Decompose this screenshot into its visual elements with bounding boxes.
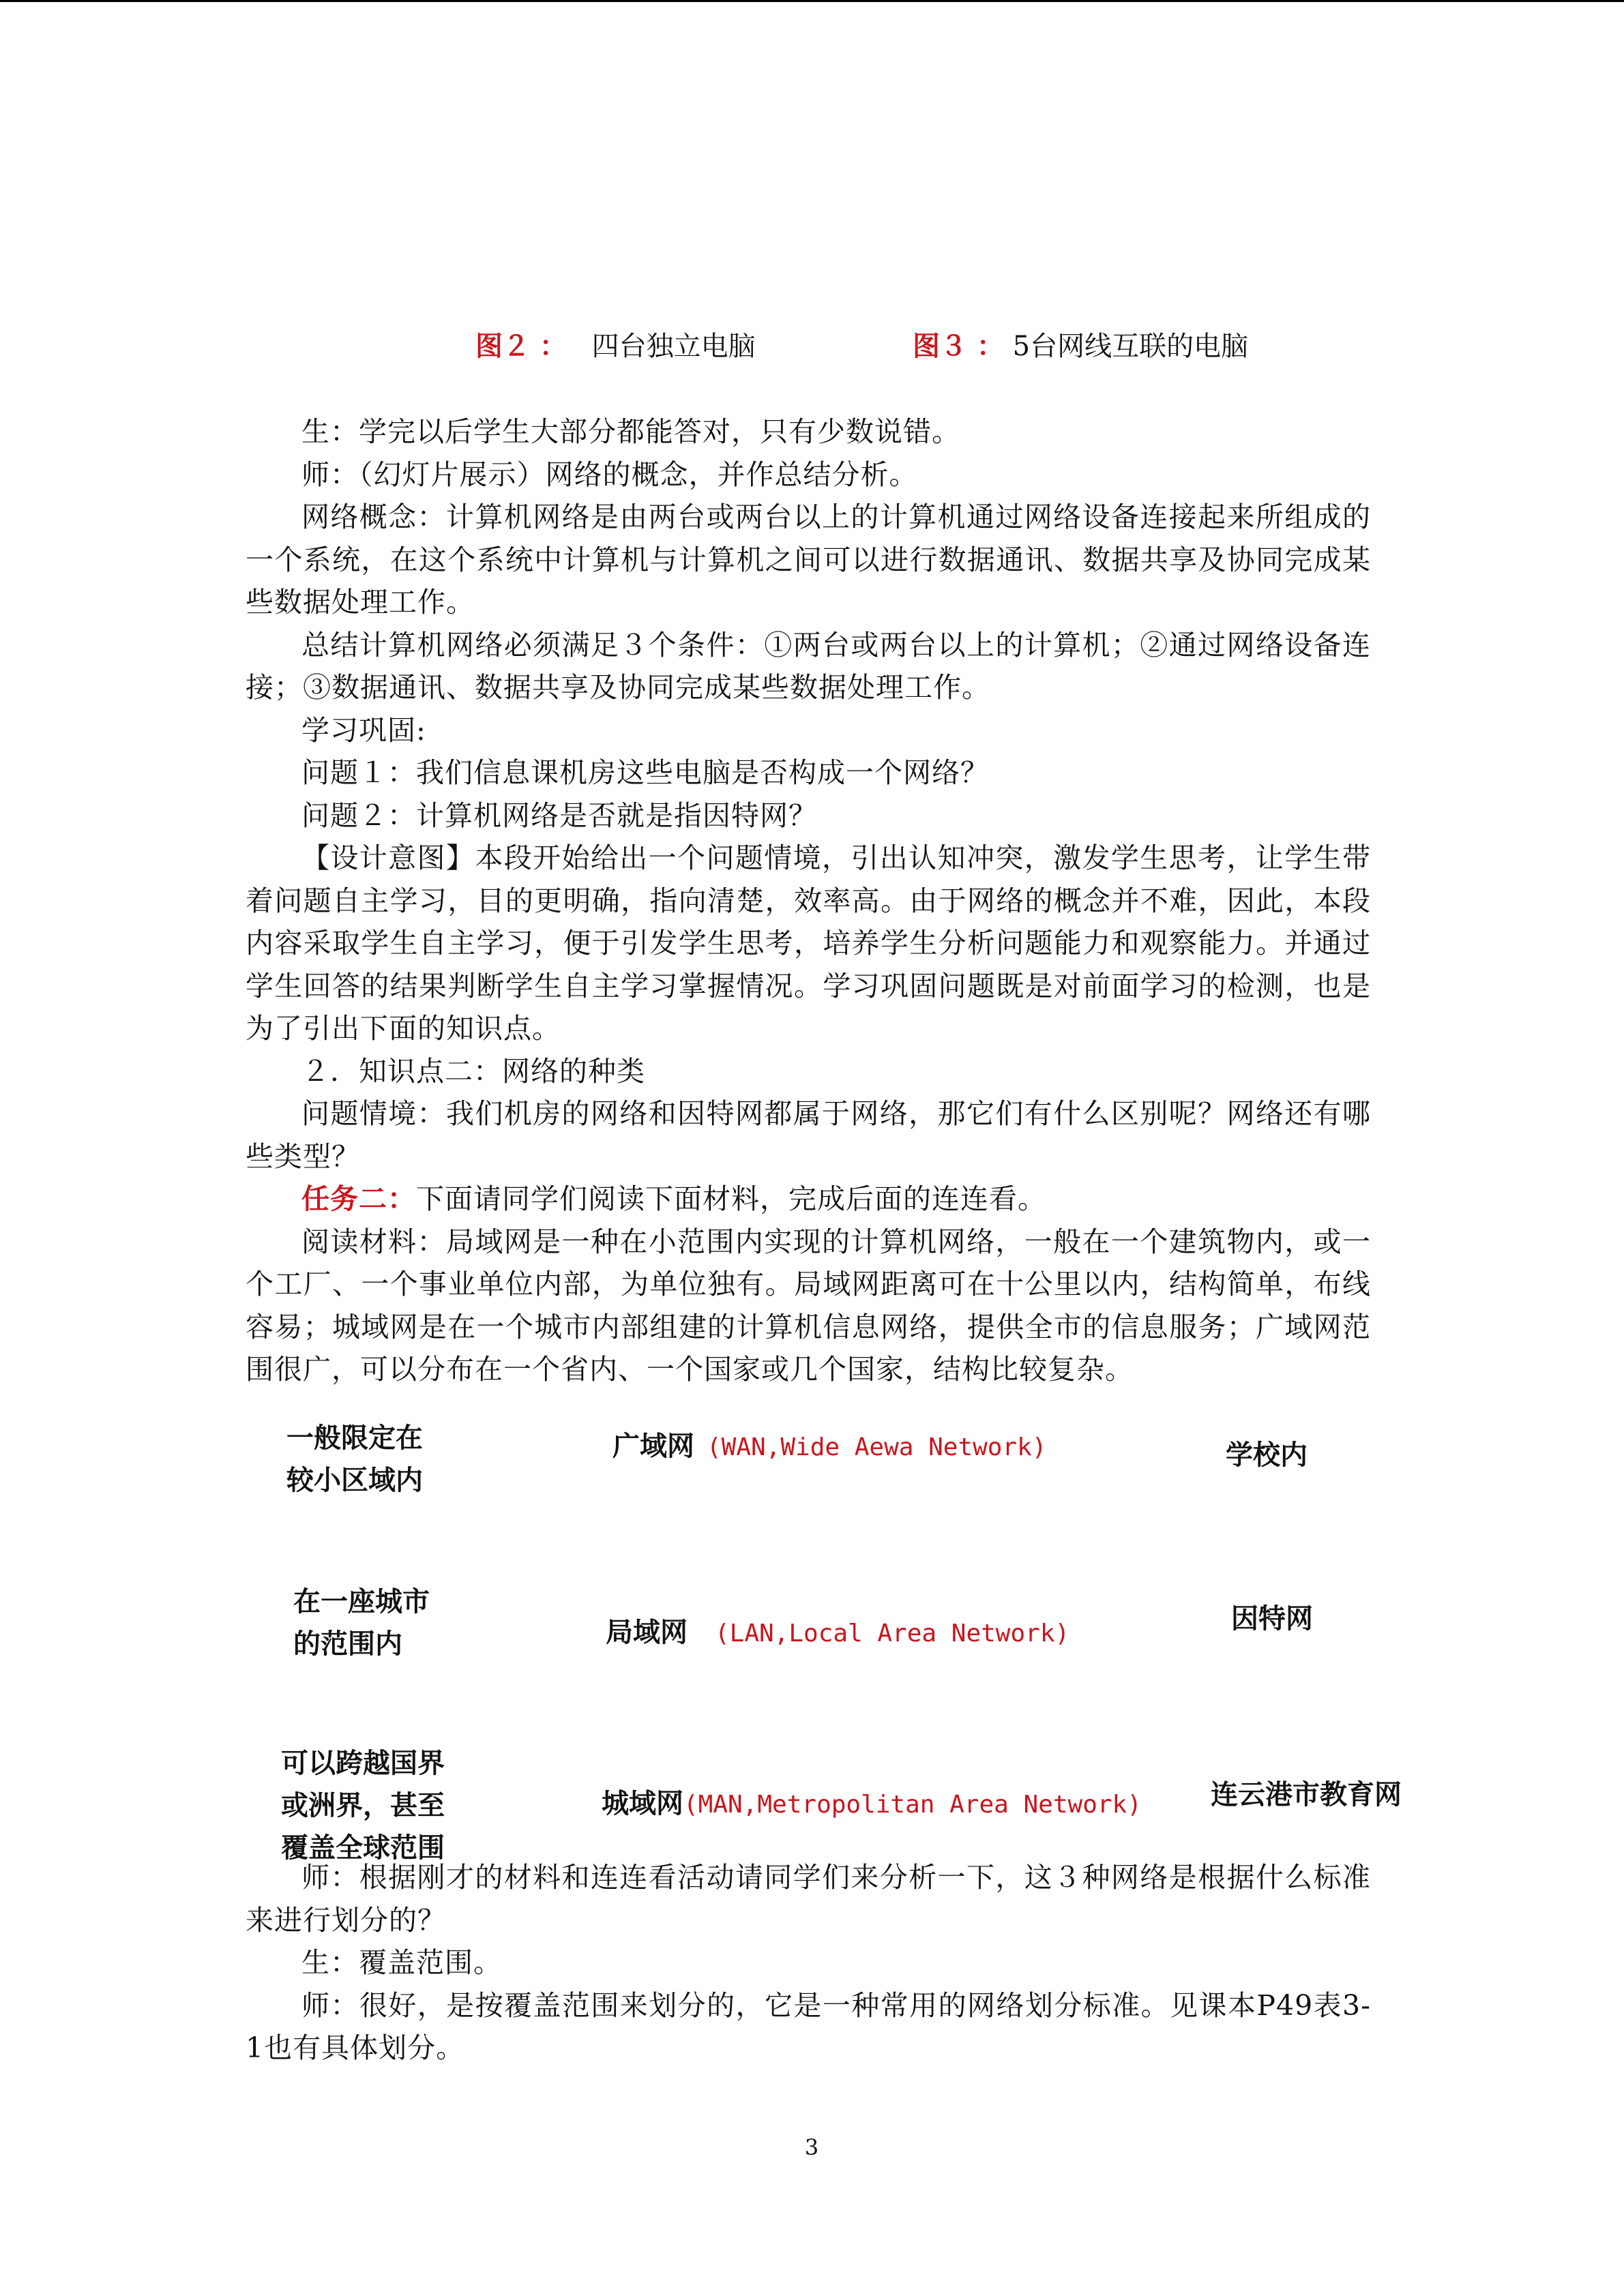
reading-paragraph: 阅读材料：局域网是一种在小范围内实现的计算机网络，一般在一个建筑物内，或一个工厂、一个事业单位内部，为单位独有。局域网距离可在十公里以内，结构简单，布线容易；城域网是在一个城市内部组建的计算机信息网络，提供全市的信息服务；广域网范围很广，可以分布在一个省内、一个国家或几个国家，结构比较复杂。	[246, 1225, 1371, 1386]
paragraph: 学习巩固:	[301, 713, 426, 747]
paragraph: 【设计意图】本段开始给出一个问题情境，引出认知冲突，激发学生思考，让学生带着问题自主学习，目的更明确，指向清楚，效率高。由于网络的概念并不难，因此，本段内容采取学生自主学习，便于引发学生思考，培养学生分析问题能力和观察能力。并通过学生回答的结果判断学生自主学习掌握情况。学习巩固问题既是对前面学习的检测，也是为了引出下面的知识点。	[246, 841, 1371, 1045]
left-item-2: 在一座城市 的范围内	[293, 1585, 430, 1660]
paragraph: 问题１：我们信息课机房这些电脑是否构成一个网络？	[301, 756, 989, 789]
right-item-3: 连云港市教育网	[1211, 1778, 1402, 1810]
left-item-1: 一般限定在 较小区域内	[286, 1422, 423, 1496]
figure-2-text: 四台独立电脑	[591, 331, 756, 362]
paragraph: 生：覆盖范围。	[301, 1946, 502, 1979]
figure-3-text: 5台网线互联的电脑	[1012, 331, 1249, 362]
closing-body	[246, 1856, 1371, 2070]
paragraph: 师：很好，是按覆盖范围来划分的，它是一种常用的网络划分标准。见课本P49表3-1也有具体划分。	[246, 1988, 1371, 2064]
matching-exercise	[0, 1417, 1624, 1864]
figure-2-caption	[475, 325, 756, 363]
right-item-1: 学校内	[1226, 1439, 1308, 1471]
paragraph: 网络概念：计算机网络是由两台或两台以上的计算机通过网络设备连接起来所组成的一个系统，在这个系统中计算机与计算机之间可以进行数据通讯、数据共享及协同完成某些数据处理工作。	[246, 501, 1371, 618]
right-item-2: 因特网	[1231, 1602, 1313, 1635]
top-border-line	[0, 0, 1624, 2]
paragraph: ２．知识点二：网络的种类	[301, 1054, 645, 1088]
task-label: 任务二：	[301, 1182, 416, 1215]
middle-item-wan: 广域网 (WAN,Wide Aewa Network)	[612, 1430, 1047, 1462]
task-paragraph	[246, 1178, 1371, 1221]
left-item-3: 可以跨越国界 或洲界，甚至 覆盖全球范围	[281, 1747, 445, 1864]
main-body	[246, 411, 1371, 1391]
figure-2-label: 图２ ：	[475, 330, 567, 362]
paragraph: 生：学完以后学生大部分都能答对，只有少数说错。	[301, 415, 960, 448]
middle-item-lan: 局域网 (LAN,Local Area Network)	[606, 1616, 1070, 1648]
paragraph: 问题２：计算机网络是否就是指因特网？	[301, 799, 817, 832]
figure-3-caption	[913, 325, 1248, 363]
paragraph: 总结计算机网络必须满足３个条件：①两台或两台以上的计算机；②通过网络设备连接；③数据通讯、数据共享及协同完成某些数据处理工作。	[246, 628, 1371, 704]
middle-item-man: 城域网(MAN,Metropolitan Area Network)	[602, 1787, 1142, 1819]
task-text: 下面请同学们阅读下面材料，完成后面的连连看。	[416, 1182, 1046, 1215]
paragraph: 师：（幻灯片展示）网络的概念，并作总结分析。	[301, 458, 918, 491]
paragraph: 师：根据刚才的材料和连连看活动请同学们来分析一下，这３种网络是根据什么标准来进行划分的？	[246, 1861, 1371, 1937]
figure-3-label: 图３ ：	[913, 330, 1004, 362]
paragraph: 问题情境：我们机房的网络和因特网都属于网络，那它们有什么区别呢？网络还有哪些类型？	[246, 1097, 1371, 1173]
page-number: 3	[804, 2134, 819, 2160]
figure-captions	[0, 325, 1624, 372]
